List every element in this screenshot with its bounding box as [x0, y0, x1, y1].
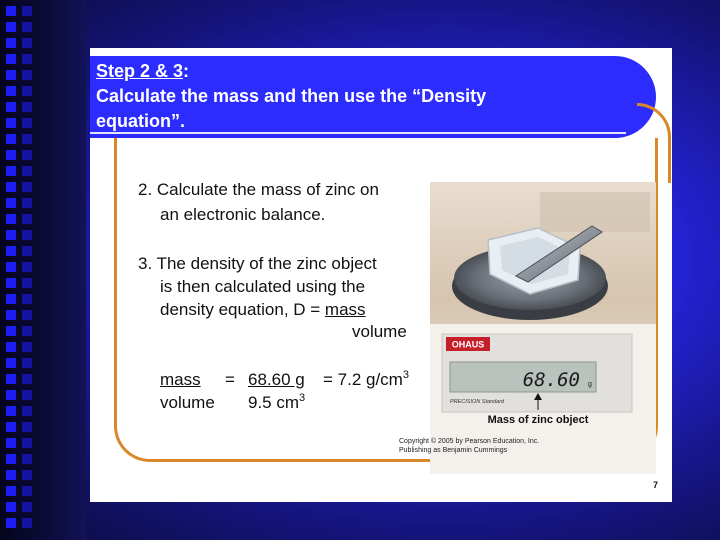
- title-line-3: equation”.: [96, 111, 185, 131]
- model-label: PRECISION Standard: [450, 399, 505, 405]
- decor-square: [6, 486, 16, 496]
- title-underline: [90, 132, 626, 134]
- step3-line1: 3. The density of the zinc object: [138, 254, 377, 273]
- equation-equals: =: [225, 370, 235, 389]
- decor-square: [22, 278, 32, 288]
- decor-square: [6, 166, 16, 176]
- balance-photo: [430, 182, 656, 474]
- decor-square: [6, 230, 16, 240]
- decor-square: [6, 454, 16, 464]
- decor-square: [6, 198, 16, 208]
- decor-square: [6, 150, 16, 160]
- title-line-1: [96, 60, 189, 82]
- decor-square: [22, 150, 32, 160]
- decor-square: [22, 518, 32, 528]
- equation-result: [323, 370, 409, 390]
- decor-square: [22, 246, 32, 256]
- decor-square: [22, 502, 32, 512]
- title-colon: :: [183, 61, 190, 81]
- decor-square: [22, 54, 32, 64]
- decor-square: [6, 6, 16, 16]
- decor-square: [6, 246, 16, 256]
- copyright-line1: Copyright © 2005 by Pearson Education, Inc.: [399, 438, 540, 445]
- lcd-reading: 68.60: [522, 369, 580, 391]
- equation-result-text: = 7.2 g/cm: [323, 370, 403, 389]
- decor-square: [6, 422, 16, 432]
- decor-square: [22, 182, 32, 192]
- brand-label: OHAUS: [451, 339, 485, 350]
- step3-equation-prefix: density equation, D =: [160, 300, 325, 319]
- decor-square: [6, 502, 16, 512]
- equation-volume-label: volume: [160, 393, 215, 412]
- lcd-unit: g: [588, 381, 592, 388]
- equation-volume-value: [248, 393, 305, 413]
- step3-volume-word: volume: [352, 322, 407, 341]
- decor-square: [6, 310, 16, 320]
- decor-square: [6, 38, 16, 48]
- step2-line2: an electronic balance.: [160, 205, 326, 224]
- decor-square: [22, 406, 32, 416]
- decor-square: [22, 6, 32, 16]
- decor-square: [22, 422, 32, 432]
- title-line-2: Calculate the mass and then use the “Density: [96, 86, 487, 106]
- title-step-label: Step 2 & 3: [96, 61, 184, 81]
- decor-square: [22, 310, 32, 320]
- decor-square: [6, 470, 16, 480]
- decor-square: [6, 326, 16, 336]
- decor-square: [22, 470, 32, 480]
- decor-square: [22, 198, 32, 208]
- decor-square: [6, 342, 16, 352]
- decor-square: [22, 390, 32, 400]
- decor-square: [22, 230, 32, 240]
- decor-square: [22, 214, 32, 224]
- copyright-line2: Publishing as Benjamin Cummings: [399, 447, 508, 454]
- decor-square: [22, 326, 32, 336]
- decor-square: [6, 102, 16, 112]
- decor-square: [6, 182, 16, 192]
- decor-square: [6, 358, 16, 368]
- decor-square: [6, 294, 16, 304]
- decor-square: [22, 486, 32, 496]
- decor-square: [22, 342, 32, 352]
- decor-square: [6, 22, 16, 32]
- equation-result-exponent: 3: [402, 369, 409, 381]
- decor-square: [22, 102, 32, 112]
- equation-volume-text: 9.5 cm: [248, 393, 300, 412]
- decor-square: [22, 22, 32, 32]
- decor-square: [22, 374, 32, 384]
- slide-content: [90, 48, 672, 502]
- equation-mass-label: mass: [160, 370, 201, 389]
- decor-square: [22, 134, 32, 144]
- photo-caption: Mass of zinc object: [487, 414, 589, 426]
- decor-square: [6, 390, 16, 400]
- step2-line1: 2. Calculate the mass of zinc on: [138, 180, 379, 199]
- step3-mass-word: mass: [324, 300, 366, 319]
- decor-square: [22, 262, 32, 272]
- decor-square: [6, 374, 16, 384]
- decor-square: [22, 294, 32, 304]
- equation-mass-value: 68.60 g: [248, 370, 305, 389]
- step3-line2: is then calculated using the: [160, 277, 366, 296]
- decor-square: [22, 118, 32, 128]
- decor-square: [6, 438, 16, 448]
- decor-square: [6, 118, 16, 128]
- decor-square: [22, 86, 32, 96]
- decor-square: [22, 358, 32, 368]
- decor-square: [6, 54, 16, 64]
- decor-square: [6, 262, 16, 272]
- slide-number: 7: [653, 480, 659, 490]
- step3-line3: [160, 300, 366, 320]
- decor-square: [22, 70, 32, 80]
- decor-square: [22, 166, 32, 176]
- decor-square: [6, 214, 16, 224]
- decor-square: [6, 86, 16, 96]
- decor-square: [6, 70, 16, 80]
- decor-square: [6, 406, 16, 416]
- decor-square: [22, 438, 32, 448]
- decor-square: [6, 278, 16, 288]
- decor-square: [6, 518, 16, 528]
- decor-square: [6, 134, 16, 144]
- decor-square: [22, 454, 32, 464]
- equation-volume-exponent: 3: [299, 392, 306, 404]
- decor-square: [22, 38, 32, 48]
